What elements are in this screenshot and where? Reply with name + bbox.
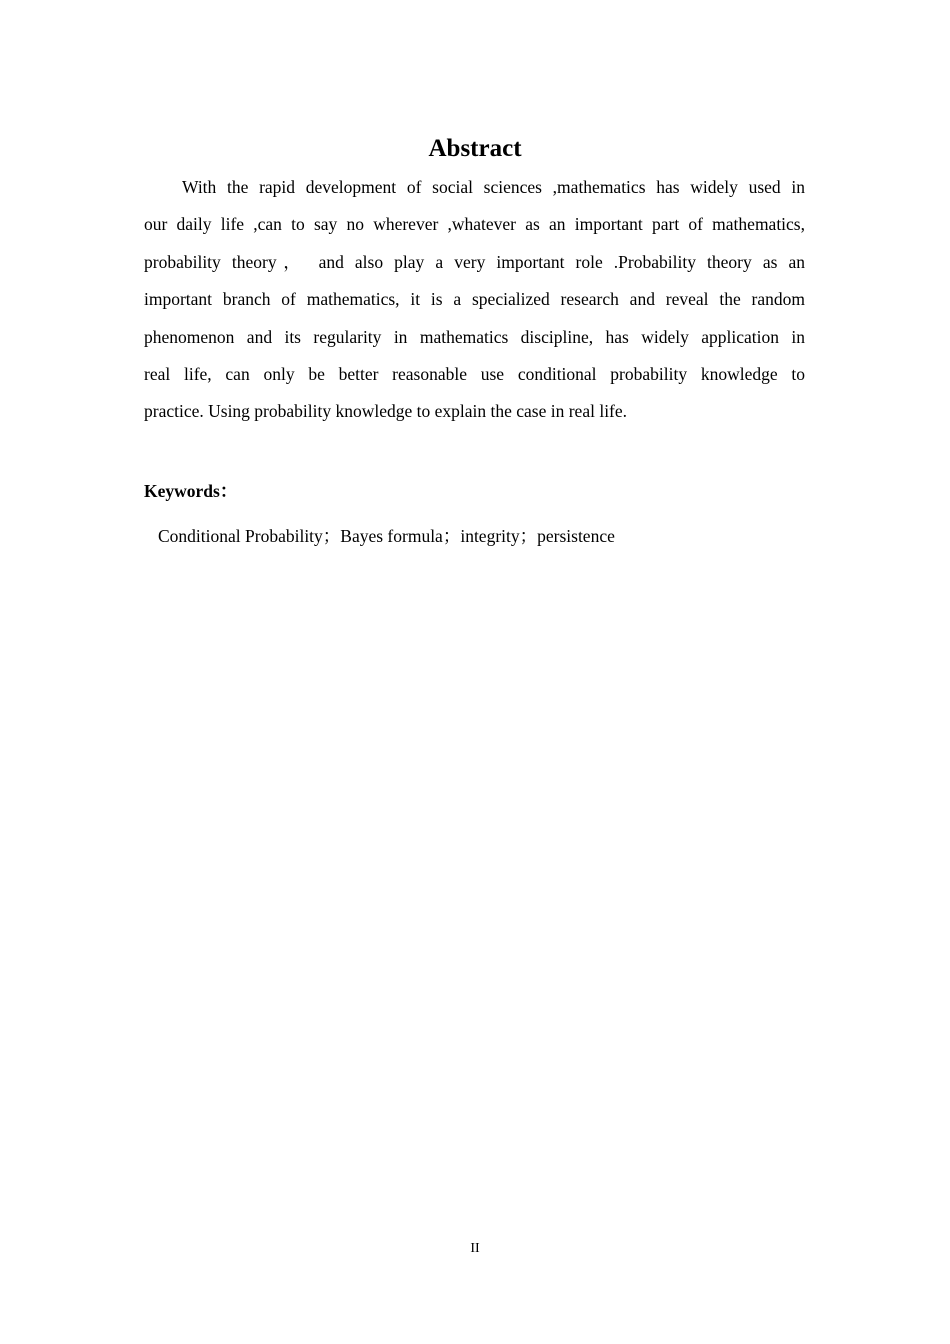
abstract-body	[144, 169, 805, 431]
page-number: II	[470, 1241, 480, 1256]
abstract-line: phenomenon and its regularity in mathematics discipline, has widely application in	[144, 326, 805, 347]
abstract-line: practice. Using probability knowledge to explain the case in real life.	[144, 401, 628, 422]
abstract-line: real life, can only be better reasonable use conditional probability knowledge to	[144, 364, 805, 385]
keywords-label: Keywords：	[144, 481, 238, 501]
abstract-line: our daily life ,can to say no wherever ,whatever as an important part of mathematics,	[144, 214, 805, 235]
abstract-title: Abstract	[428, 135, 522, 162]
abstract-line: With the rapid development of social sciences ,mathematics has widely used in	[182, 177, 805, 197]
abstract-line: probability theory， and also play a very important role .Probability theory as an	[144, 251, 805, 272]
abstract-line: important branch of mathematics, it is a specialized research and reveal the random	[144, 289, 805, 310]
keywords-list: Conditional Probability；Bayes formula；integrity；persistence	[158, 526, 615, 546]
